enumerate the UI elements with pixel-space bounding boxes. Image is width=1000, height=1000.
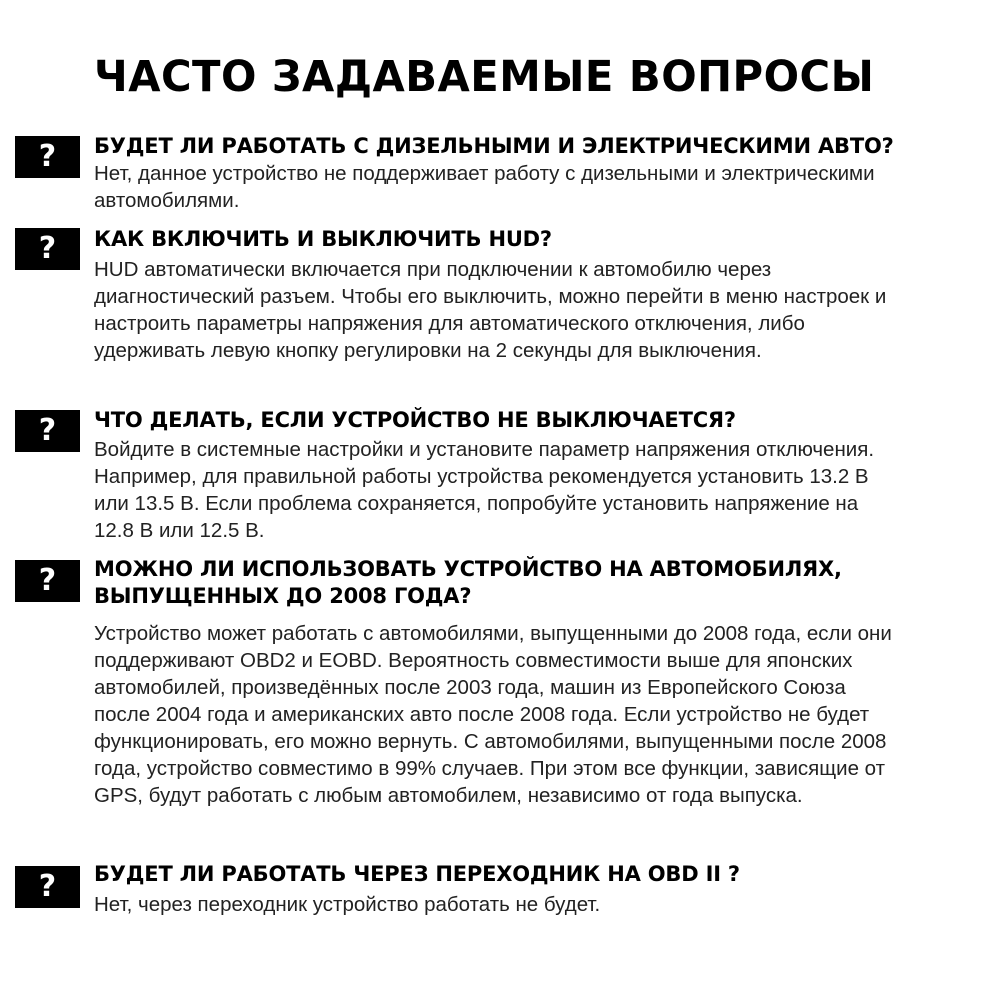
faq-question: МОЖНО ЛИ ИСПОЛЬЗОВАТЬ УСТРОЙСТВО НА АВТОМОБИЛЯХ, ВЫПУЩЕННЫХ ДО 2008 ГОДА? — [94, 557, 842, 608]
faq-answer: Нет, через переходник устройство работать не будет. — [94, 893, 601, 916]
faq-answer: Нет, данное устройство не поддерживает работу с дизельными и электрическими автомобилями. — [94, 162, 875, 212]
faq-answer: Устройство может работать с автомобилями, выпущенными до 2008 года, если они поддерживают OBD2 и EOBD. Вероятность совместимости выше для японских автомобилей, произведённых после 2003 года, машин из Европейского Союза после 2004 года и американских авто после 2008 года. Если устройство не будет функционировать, его можно вернуть. С автомобилями, выпущенными после 2008 года, устройство совместимо в 99% случаев. При этом все функции, зависящие от GPS, будут работать с любым автомобилем, независимо от года выпуска. — [94, 622, 892, 807]
question-mark-icon: ? — [15, 228, 80, 270]
question-mark-icon: ? — [15, 410, 80, 452]
page-title: ЧАСТО ЗАДАВАЕМЫЕ ВОПРОСЫ — [94, 52, 875, 102]
faq-question: БУДЕТ ЛИ РАБОТАТЬ ЧЕРЕЗ ПЕРЕХОДНИК НА OBD II ? — [94, 862, 740, 886]
faq-answer: Войдите в системные настройки и установите параметр напряжения отключения. Например, для правильной работы устройства рекомендуется установить 13.2 В или 13.5 В. Если проблема сохраняется, попробуйте установить напряжение на 12.8 В или 12.5 В. — [94, 438, 875, 542]
question-mark-icon: ? — [15, 560, 80, 602]
question-mark-icon: ? — [15, 136, 80, 178]
faq-question: КАК ВКЛЮЧИТЬ И ВЫКЛЮЧИТЬ HUD? — [94, 227, 552, 251]
faq-question: БУДЕТ ЛИ РАБОТАТЬ С ДИЗЕЛЬНЫМИ И ЭЛЕКТРИЧЕСКИМИ АВТО? — [94, 134, 894, 158]
question-mark-icon: ? — [15, 866, 80, 908]
faq-answer: HUD автоматически включается при подключении к автомобилю через диагностический разъем. Чтобы его выключить, можно перейти в меню настроек и настроить параметры напряжения для автоматического отключения, либо удерживать левую кнопку регулировки на 2 секунды для выключения. — [94, 258, 887, 362]
faq-question: ЧТО ДЕЛАТЬ, ЕСЛИ УСТРОЙСТВО НЕ ВЫКЛЮЧАЕТСЯ? — [94, 408, 736, 432]
